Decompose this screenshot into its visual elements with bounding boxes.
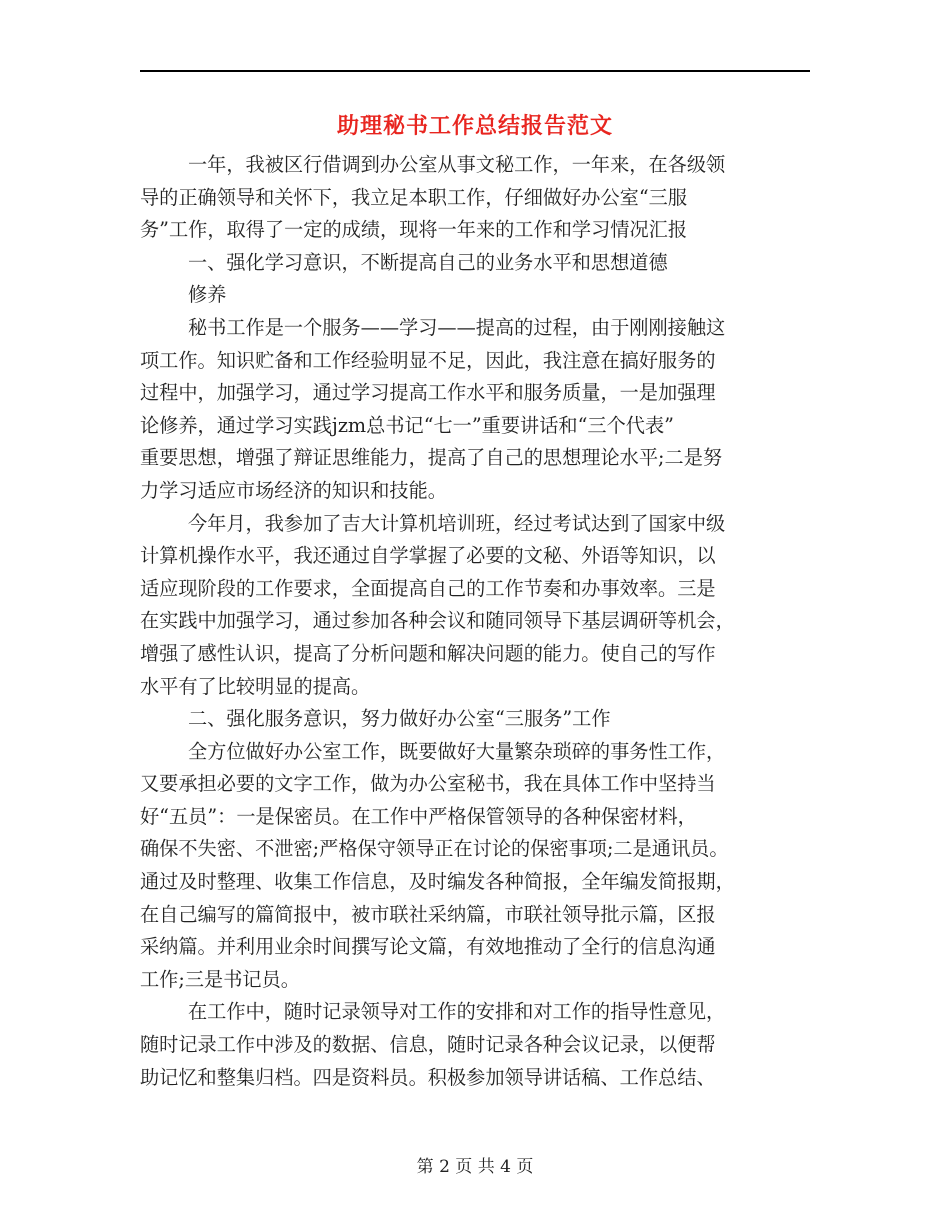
body-line: 在工作中，随时记录领导对工作的安排和对工作的指导性意见， xyxy=(188,1000,726,1024)
body-line: 随时记录工作中涉及的数据、信息，随时记录各种会议记录，以便帮 xyxy=(140,1033,716,1057)
body-line: 采纳篇。并利用业余时间撰写论文篇，有效地推动了全行的信息沟通 xyxy=(140,935,716,959)
body-line: 全方位做好办公室工作，既要做好大量繁杂琐碎的事务性工作， xyxy=(188,739,726,763)
document-title: 助理秘书工作总结报告范文 xyxy=(336,113,613,139)
body-line: 今年月，我参加了吉大计算机培训班，经过考试达到了国家中级 xyxy=(188,511,726,535)
body-line: 助记忆和整集归档。四是资料员。积极参加领导讲话稿、工作总结、 xyxy=(140,1065,716,1089)
body-line: 好“五员”：一是保密员。在工作中严格保管领导的各种保密材料， xyxy=(140,804,697,828)
body-line: 一、强化学习意识，不断提高自己的业务水平和思想道德 xyxy=(188,250,668,274)
body-line: 务”工作，取得了一定的成绩，现将一年来的工作和学习情况汇报 xyxy=(140,218,688,242)
body-line: 增强了感性认识，提高了分析问题和解决问题的能力。使自己的写作 xyxy=(140,641,716,665)
body-line: 水平有了比较明显的提高。 xyxy=(140,674,371,698)
body-line: 通过及时整理、收集工作信息，及时编发各种简报，全年编发简报期， xyxy=(140,870,735,894)
body-line: 导的正确领导和关怀下，我立足本职工作，仔细做好办公室“三服 xyxy=(140,185,688,209)
body-line: 二、强化服务意识，努力做好办公室“三服务”工作 xyxy=(188,707,611,731)
body-line: 论修养，通过学习实践jzm总书记“七一”重要讲话和“三个代表” xyxy=(140,413,674,437)
body-line: 在实践中加强学习，通过参加各种会议和随同领导下基层调研等机会， xyxy=(140,609,735,633)
body-line: 又要承担必要的文字工作，做为办公室秘书，我在具体工作中坚持当 xyxy=(140,772,716,796)
page-footer: 第 2 页 共 4 页 xyxy=(416,1157,534,1177)
body-line: 项工作。知识贮备和工作经验明显不足，因此，我注意在搞好服务的 xyxy=(140,348,716,372)
body-line: 工作;三是书记员。 xyxy=(140,967,300,991)
body-line: 修养 xyxy=(188,283,227,307)
body-line: 力学习适应市场经济的知识和技能。 xyxy=(140,478,447,502)
body-line: 过程中，加强学习，通过学习提高工作水平和服务质量，一是加强理 xyxy=(140,381,716,405)
body-line: 秘书工作是一个服务——学习——提高的过程，由于刚刚接触这 xyxy=(188,315,726,339)
header-rule xyxy=(140,70,810,72)
body-line: 确保不失密、不泄密;严格保守领导正在讨论的保密事项;二是通讯员。 xyxy=(140,837,729,861)
body-line: 在自己编写的篇简报中，被市联社采纳篇，市联社领导批示篇，区报 xyxy=(140,902,716,926)
body-line: 重要思想，增强了辩证思维能力，提高了自己的思想理论水平;二是努 xyxy=(140,446,723,470)
body-line: 计算机操作水平，我还通过自学掌握了必要的文秘、外语等知识，以 xyxy=(140,544,716,568)
document-body xyxy=(140,149,812,1094)
body-line: 适应现阶段的工作要求，全面提高自己的工作节奏和办事效率。三是 xyxy=(140,576,716,600)
body-line: 一年，我被区行借调到办公室从事文秘工作，一年来，在各级领 xyxy=(188,153,726,176)
